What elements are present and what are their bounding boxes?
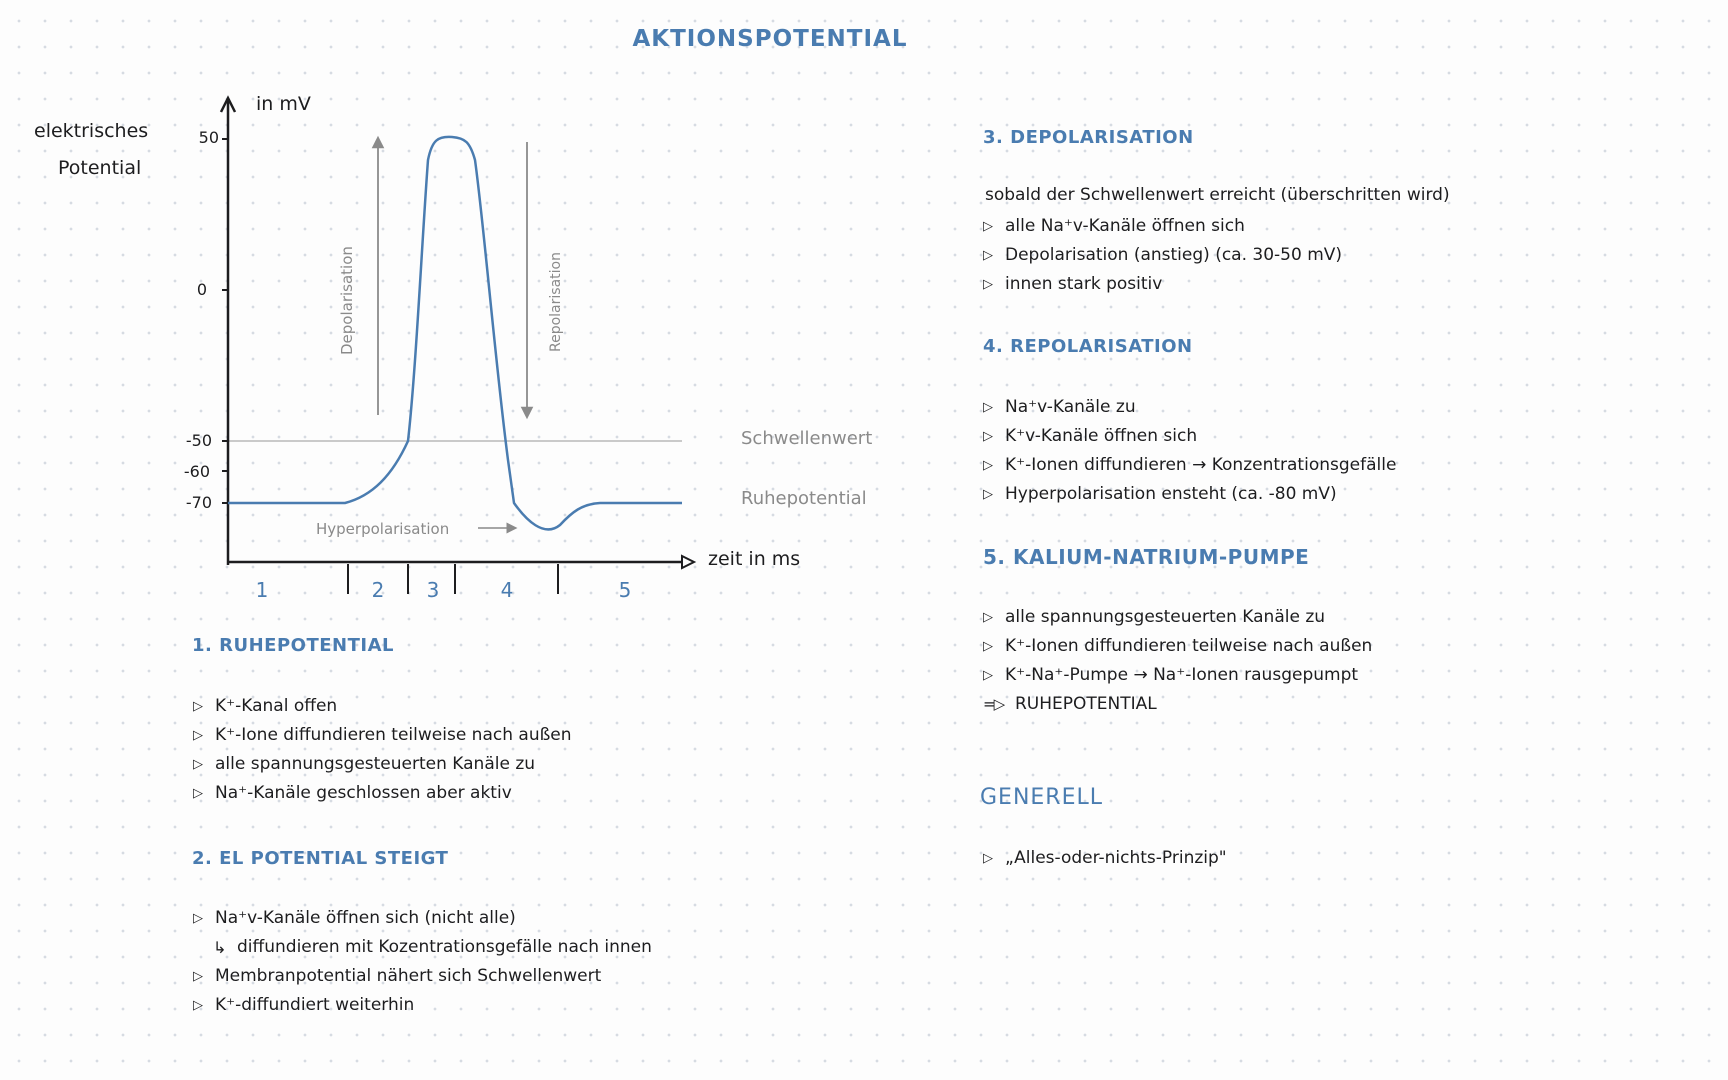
list-item: ▷ Depolarisation (anstieg) (ca. 30-50 mV) (983, 241, 1342, 270)
list-item: ▷ innen stark positiv (983, 270, 1342, 299)
section-2-heading: 2. EL POTENTIAL STEIGT (192, 848, 449, 869)
y-axis-label-line1: elektrisches (34, 120, 149, 142)
rest-label: Ruhepotential (741, 488, 867, 509)
triangle-marker-icon: ▷ (983, 851, 993, 866)
triangle-marker-icon: ▷ (983, 610, 993, 625)
threshold-label: Schwellenwert (741, 428, 873, 449)
triangle-marker-icon: ▷ (983, 277, 993, 292)
list-item: ▷ alle spannungsgesteuerten Kanäle zu (983, 603, 1372, 632)
triangle-marker-icon: ▷ (193, 728, 203, 743)
page-title: AKTIONSPOTENTIAL (632, 26, 908, 52)
triangle-marker-icon: ▷ (983, 400, 993, 415)
list-item: ▷ K⁺-Ionen diffundieren teilweise nach außen (983, 632, 1372, 661)
list-item: ▷ K⁺-Kanal offen (193, 692, 572, 721)
list-item: ▷ Na⁺-Kanäle geschlossen aber aktiv (193, 779, 572, 808)
generell-heading: GENERELL (980, 785, 1104, 810)
repolarisation-label: Repolarisation (548, 252, 564, 352)
y-tick-50: 50 (198, 128, 219, 147)
y-axis-label-line2: Potential (58, 157, 142, 179)
triangle-marker-icon: ▷ (983, 219, 993, 234)
triangle-marker-icon: ▷ (193, 699, 203, 714)
triangle-marker-icon: ▷ (193, 786, 203, 801)
section-1-heading: 1. RUHEPOTENTIAL (192, 635, 394, 656)
section-3-list (983, 212, 1342, 299)
triangle-marker-icon: ▷ (193, 969, 203, 984)
list-item: ▷ Na⁺v-Kanäle öffnen sich (nicht alle) (193, 904, 652, 933)
triangle-marker-icon: ▷ (983, 668, 993, 683)
phase-label-3: 3 (426, 578, 440, 602)
y-tick-0: 0 (196, 280, 207, 299)
phase-label-4: 4 (500, 578, 514, 602)
list-item: ▷ Membranpotential nähert sich Schwellenwert (193, 962, 652, 991)
triangle-marker-icon: ▷ (983, 458, 993, 473)
list-item: ▷ Hyperpolarisation ensteht (ca. -80 mV) (983, 480, 1396, 509)
x-axis-arrow-icon (682, 556, 694, 568)
section-4-list (983, 393, 1396, 509)
section-5-heading: 5. KALIUM-NATRIUM-PUMPE (983, 545, 1310, 569)
implies-arrow-icon: =▷ (983, 695, 1004, 713)
phase-label-1: 1 (255, 578, 269, 602)
list-item: ▷ alle Na⁺v-Kanäle öffnen sich (983, 212, 1342, 241)
section-4-heading: 4. REPOLARISATION (983, 336, 1193, 357)
list-item: ↳ diffundieren mit Kozentrationsgefälle nach innen (193, 933, 652, 962)
action-potential-curve (228, 137, 682, 530)
triangle-marker-icon: ▷ (983, 487, 993, 502)
list-item: ▷ K⁺-Ionen diffundieren → Konzentrationsgefälle (983, 451, 1396, 480)
generell-list (983, 844, 1227, 873)
section-1-list (193, 692, 572, 808)
list-item: ▷ alle spannungsgesteuerten Kanäle zu (193, 750, 572, 779)
phase-label-2: 2 (371, 578, 385, 602)
y-tick-minus-50: -50 (185, 431, 212, 450)
list-item: ▷ K⁺-diffundiert weiterhin (193, 991, 652, 1020)
action-potential-diagram (0, 0, 900, 620)
triangle-marker-icon: ▷ (983, 248, 993, 263)
list-item-result: =▷ RUHEPOTENTIAL (983, 690, 1372, 719)
list-item: ▷ K⁺-Ione diffundieren teilweise nach außen (193, 721, 572, 750)
hyperpolarisation-label: Hyperpolarisation (316, 520, 450, 538)
triangle-marker-icon: ▷ (983, 429, 993, 444)
y-axis-unit: in mV (256, 93, 311, 115)
triangle-marker-icon: ▷ (193, 911, 203, 926)
section-3-intro: sobald der Schwellenwert erreicht (überschritten wird) (985, 185, 1450, 205)
list-item: ▷ „Alles-oder-nichts-Prinzip" (983, 844, 1227, 873)
list-item: ▷ K⁺v-Kanäle öffnen sich (983, 422, 1396, 451)
y-tick-minus-60: -60 (183, 462, 210, 481)
y-tick-minus-70: -70 (185, 493, 212, 512)
corner-arrow-icon: ↳ (213, 938, 227, 957)
section-2-list (193, 904, 652, 1020)
section-3-heading: 3. DEPOLARISATION (983, 127, 1194, 148)
list-item: ▷ Na⁺v-Kanäle zu (983, 393, 1396, 422)
triangle-marker-icon: ▷ (193, 998, 203, 1013)
x-axis-label: zeit in ms (708, 548, 801, 570)
triangle-marker-icon: ▷ (983, 639, 993, 654)
section-5-list (983, 603, 1372, 719)
depolarisation-label: Depolarisation (338, 246, 356, 355)
triangle-marker-icon: ▷ (193, 757, 203, 772)
list-item: ▷ K⁺-Na⁺-Pumpe → Na⁺-Ionen rausgepumpt (983, 661, 1372, 690)
phase-label-5: 5 (618, 578, 632, 602)
